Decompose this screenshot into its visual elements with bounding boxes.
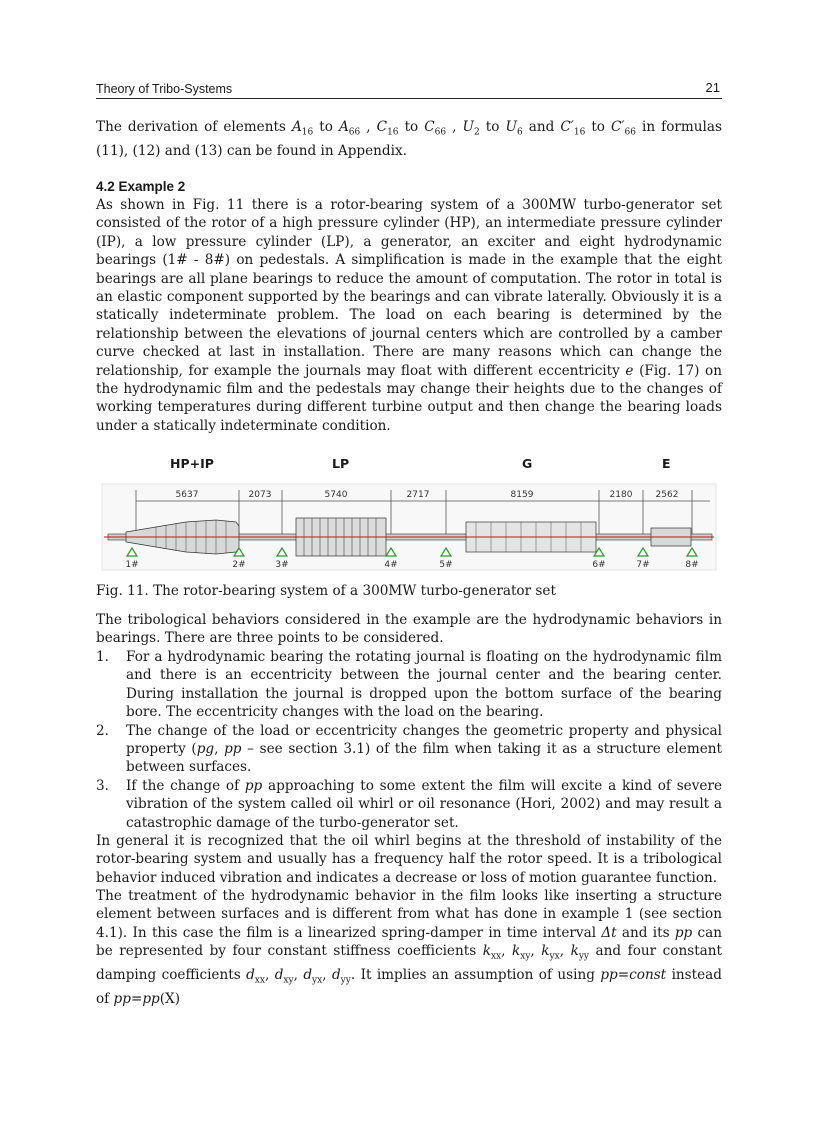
considerations-list <box>96 648 722 832</box>
list-item: 1. For a hydrodynamic bearing the rotating journal is floating on the hydrodynamic film and there is an eccentricity between the journal center and the bearing center. During installation the journal is dropped upon the bottom surface of the bearing bore. The eccentricity changes with the load on the bearing. <box>96 649 722 721</box>
header-rule <box>96 98 722 99</box>
bearing-label: 8# <box>685 560 699 570</box>
label-hp-ip: HP+IP <box>170 456 214 471</box>
rotor-drawing <box>96 482 722 574</box>
dim-5: 8159 <box>510 490 534 500</box>
figure-caption: Fig. 11. The rotor-bearing system of a 300MW turbo-generator set <box>96 583 556 599</box>
paragraph-example-description: As shown in Fig. 11 there is a rotor-bearing system of a 300MW turbo-generator set consisted of the rotor of a high pressure cylinder (HP), an intermediate pressure cylinder (IP), a low pressure cylinder (LP), a generator, an exciter and eight hydrodynamic bearings (1# - 8#) on pedestals. A simplification is made in the example that the eight bearings are all plane bearings to reduce the amount of computation. The rotor in total is an elastic component supported by the bearings and can vibrate laterally. Obviously it is a statically indeterminate problem. The load on each bearing is determined by the relationship between the elevations of journal centers which are controlled by a camber curve checked at last in installation. There are many reasons which can change the relationship, for example the journals may float with different eccentricity e (Fig. 17) on the hydrodynamic film and the pedestals may change their heights due to the changes of working temperatures during different turbine output and then change the bearing loads under a statically indeterminate condition. <box>96 197 722 434</box>
label-lp: LP <box>332 456 350 471</box>
dim-6: 2180 <box>609 490 633 500</box>
dim-4: 2717 <box>406 490 430 500</box>
header-title: Theory of Tribo-Systems <box>96 82 233 96</box>
dim-7: 2562 <box>655 490 679 500</box>
paragraph-oil-whirl: In general it is recognized that the oil whirl begins at the threshold of instability of the rotor-bearing system and usually has a frequency half the rotor speed. It is a tribological behavior induced vibration and indicates a decrease or loss of motion guarantee function. <box>96 833 722 886</box>
list-item: 3. If the change of pp approaching to some extent the film will excite a kind of severe vibration of the system called oil whirl or oil resonance (Hori, 2002) and may result a catastrophic damage of the turbo-generator set. <box>96 777 722 831</box>
dim-2: 2073 <box>248 490 272 500</box>
bearing-label: 6# <box>592 560 606 570</box>
dim-1: 5637 <box>175 490 199 500</box>
list-item: 2. The change of the load or eccentricity changes the geometric property and physical property (pg, pp – see section 3.1) of the film when taking it as a structure element between surfaces. <box>96 722 722 776</box>
page-number: 21 <box>705 80 720 95</box>
section-heading: 4.2 Example 2 <box>96 179 186 194</box>
paragraph-appendix-note: The derivation of elements $A_{16}$ to $A_{66}$ , $C_{16}$ to $C_{66}$ , $U_2$ to $U_6$ and $C'_{16}$ to $C'_{66}$ in formulas (11), (12) and (13) can be found in Appendix. <box>96 119 722 160</box>
bearing-label: 2# <box>232 560 246 570</box>
bearing-label: 1# <box>125 560 139 570</box>
bearing-label: 5# <box>439 560 453 570</box>
dim-3: 5740 <box>324 490 348 500</box>
label-generator: G <box>522 456 533 471</box>
bearing-label: 4# <box>384 560 398 570</box>
bearing-label: 7# <box>636 560 650 570</box>
bearing-label: 3# <box>275 560 289 570</box>
rotor-bearing-figure <box>96 452 722 578</box>
label-exciter: E <box>662 456 671 471</box>
running-header <box>96 80 722 98</box>
paragraph-treatment: The treatment of the hydrodynamic behavior in the film looks like inserting a structure element between surfaces and is different from what has done in example 1 (see section 4.1). In this case the film is a linearized spring-damper in time interval Δt and its pp can be represented by four constant stiffness coefficients $k_{xx}$, $k_{xy}$, $k_{yx}$, $k_{yy}$ and four constant damping coefficients $d_{xx}$, $d_{xy}$, $d_{yx}$, $d_{yy}$. It implies an assumption of using pp=const instead of pp=pp(X) <box>96 888 723 1008</box>
paragraph-tribological-intro: The tribological behaviors considered in the example are the hydrodynamic behaviors in bearings. There are three points to be considered. <box>96 612 722 647</box>
